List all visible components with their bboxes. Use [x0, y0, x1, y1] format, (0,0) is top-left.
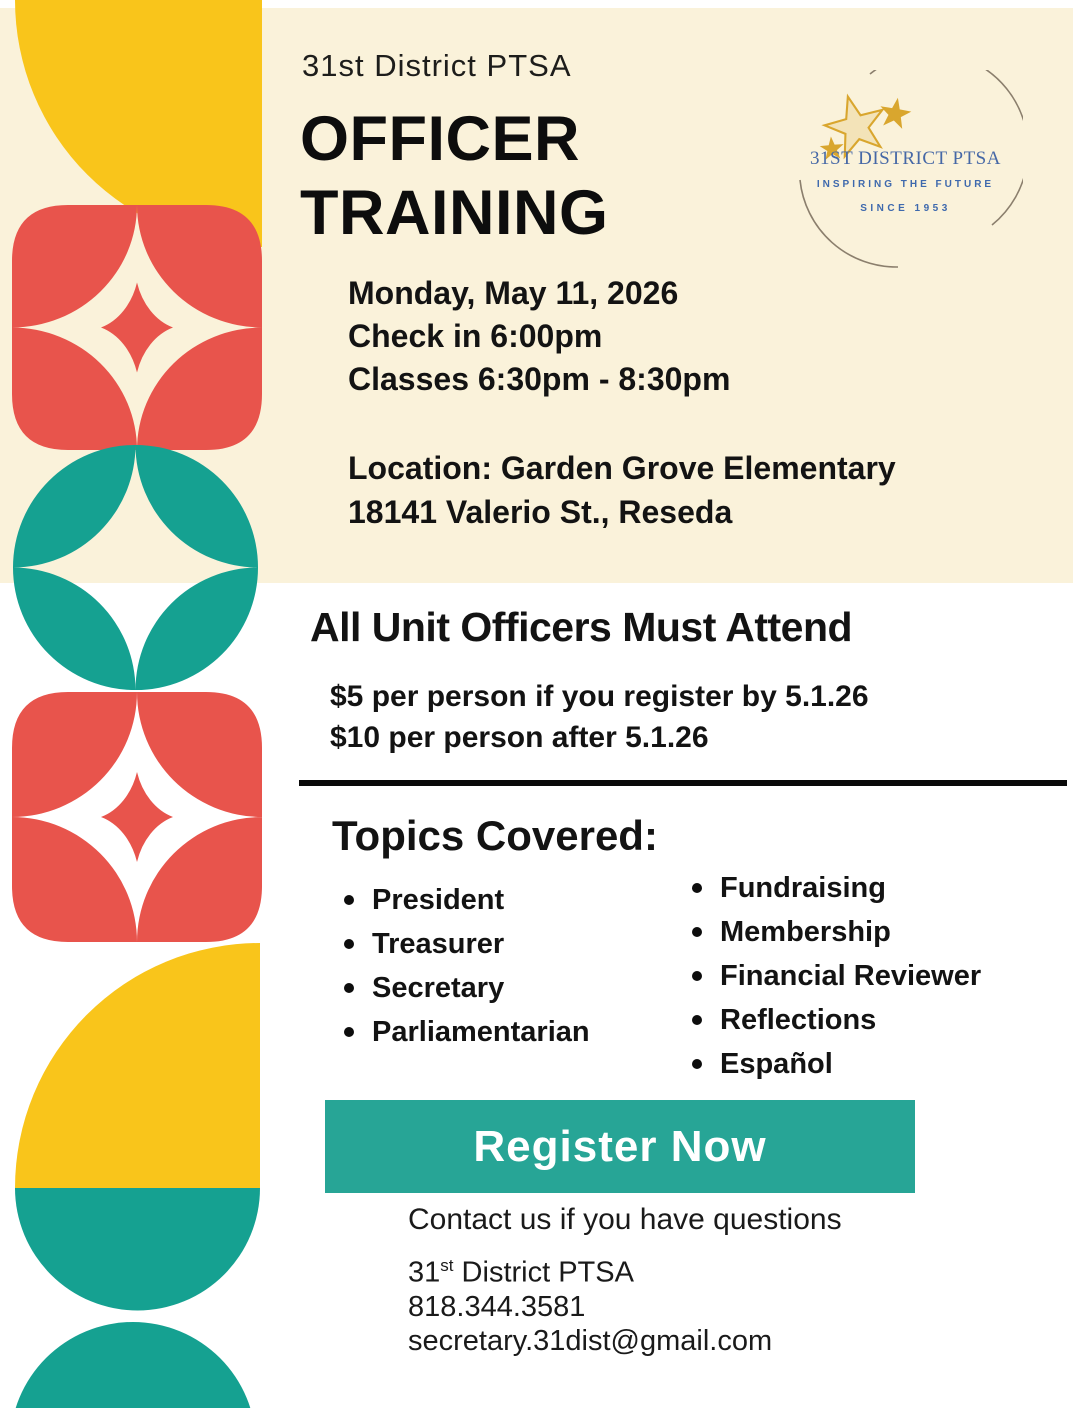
section-divider: [299, 780, 1067, 786]
price-late: $10 per person after 5.1.26: [330, 721, 709, 754]
logo-star-medium: [877, 95, 913, 130]
logo-name: 31ST DISTRICT PTSA: [810, 148, 1001, 169]
topic-item: President: [340, 884, 590, 917]
logo-arc-bottom: [800, 180, 898, 267]
logo-tagline: INSPIRING THE FUTURE: [816, 179, 995, 190]
price-early: $5 per person if you register by 5.1.26: [330, 680, 869, 713]
pricing-info: [330, 676, 869, 758]
event-location: [348, 446, 896, 534]
event-date: Monday, May 11, 2026: [348, 275, 679, 311]
ordinal-suffix: st: [440, 1256, 454, 1275]
page-title: [300, 102, 608, 250]
ptsa-logo: [788, 70, 1023, 275]
topic-item: Treasurer: [340, 928, 590, 961]
attendance-heading: All Unit Officers Must Attend: [310, 604, 853, 650]
topic-item: Reflections: [688, 1004, 981, 1037]
event-classes: Classes 6:30pm - 8:30pm: [348, 361, 731, 397]
contact-phone: 818.344.3581: [408, 1290, 586, 1323]
event-checkin: Check in 6:00pm: [348, 318, 603, 354]
register-now-label: Register Now: [473, 1121, 767, 1171]
title-line-2: TRAINING: [300, 178, 609, 248]
event-datetime: [348, 272, 730, 401]
topics-column-2: [688, 872, 981, 1092]
ptsa-logo-graphic: [788, 70, 1023, 275]
contact-intro: Contact us if you have questions: [408, 1203, 842, 1236]
topic-item: Secretary: [340, 972, 590, 1005]
topic-item: Financial Reviewer: [688, 960, 981, 993]
topic-item: Membership: [688, 916, 981, 949]
location-line-2: 18141 Valerio St., Reseda: [348, 494, 733, 530]
logo-since: SINCE 1953: [860, 203, 951, 214]
topic-item: Español: [688, 1048, 981, 1081]
contact-email: secretary.31dist@gmail.com: [408, 1324, 773, 1357]
register-now-button[interactable]: [325, 1100, 915, 1193]
title-line-1: OFFICER: [300, 104, 580, 174]
topics-column-1: [340, 884, 590, 1060]
location-line-1: Location: Garden Grove Elementary: [348, 450, 896, 486]
contact-block: [408, 1249, 772, 1358]
brand-line: 31st District PTSA: [302, 48, 572, 83]
topic-item: Fundraising: [688, 872, 981, 905]
contact-org: 31st District PTSA: [408, 1256, 634, 1289]
topic-item: Parliamentarian: [340, 1016, 590, 1049]
topics-heading: Topics Covered:: [332, 812, 658, 859]
